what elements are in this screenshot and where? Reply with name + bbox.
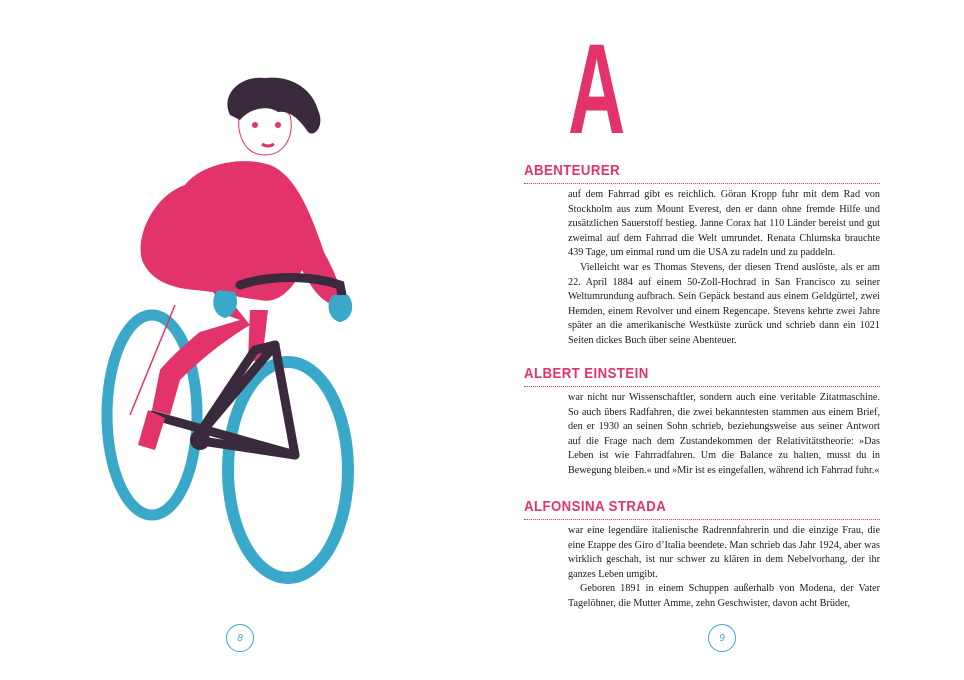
dotted-rule — [524, 386, 880, 387]
cyclist-illustration — [90, 70, 390, 590]
dotted-rule — [524, 519, 880, 520]
paragraph: auf dem Fahrrad gibt es reichlich. Göran Kropp fuhr mit dem Rad von Stockholm aus zum Mount Everest, den er dann ohne fremde Hilfe und zusätzlichen Sauerstoff bestieg. Janne Corax hat 110 Länder bereist und gut zweimal auf dem Fahrrad die Welt umrundet. Renata Chlumska brauchte 439 Tage, um einmal rund um die USA zu radeln und zu paddeln. — [568, 189, 880, 259]
paragraph: war nicht nur Wissenschaftler, sondern auch eine veritable Zitatmaschine. So auch übers Radfahren, die zwei bekanntesten stammen aus einem Brief, den er 1930 an seinen Sohn schrieb, beziehungsweise aus seiner Antwort auf die Frage nach dem Zustandekommen der Relativitätstheorie: »Das Leben ist wie Fahrradfahren. Um die Balance zu halten, musst du in Bewegung bleiben.« und »Mir ist es eingefallen, während ich Fahrrad fuhr.« — [568, 392, 880, 476]
entry-albert-einstein — [524, 365, 880, 479]
entry-title: ABENTEURER — [524, 162, 621, 179]
paragraph: Geboren 1891 in einem Schuppen außerhalb von Modena, der Vater Tagelöhner, die Mutter Amme, zehn Geschwister, davon acht Brüder, — [568, 583, 880, 609]
entry-body — [568, 524, 880, 612]
right-glove — [329, 295, 353, 322]
page-number-right: 9 — [708, 624, 736, 652]
dotted-rule — [524, 183, 880, 184]
entry-abenteurer — [524, 162, 880, 349]
entry-title: ALFONSINA STRADA — [524, 498, 667, 515]
chapter-letter: A — [568, 18, 625, 161]
entry-title: ALBERT EINSTEIN — [524, 365, 649, 382]
entry-alfonsina-strada — [524, 498, 880, 612]
page-number-left: 8 — [226, 624, 254, 652]
paragraph: war eine legendäre italienische Radrennfahrerin und die einzige Frau, die eine Etappe des Giro d’Italia beendete. Man schrieb das Jahr 1924, aber was wirklich geschah, ist nur schwer zu klären in dem Nebelvorhang, der ihr ganzes Leben umgibt. — [568, 525, 880, 580]
entry-body — [568, 391, 880, 479]
entry-body — [568, 188, 880, 349]
paragraph: Vielleicht war es Thomas Stevens, der diesen Trend auslöste, als er am 22. April 1884 auf einem 50-Zoll-Hochrad in San Francisco zu seiner Weltumrundung aufbrach. Sein Gepäck bestand aus einem Geldgürtel, zwei Hemden, einem Revolver und einem Regencape. Stevens kehrte zwei Jahre später an die amerikanische Westküste zurück und schrieb dann ein 1021 Seiten dickes Buch über seine Abenteuer. — [568, 261, 880, 346]
